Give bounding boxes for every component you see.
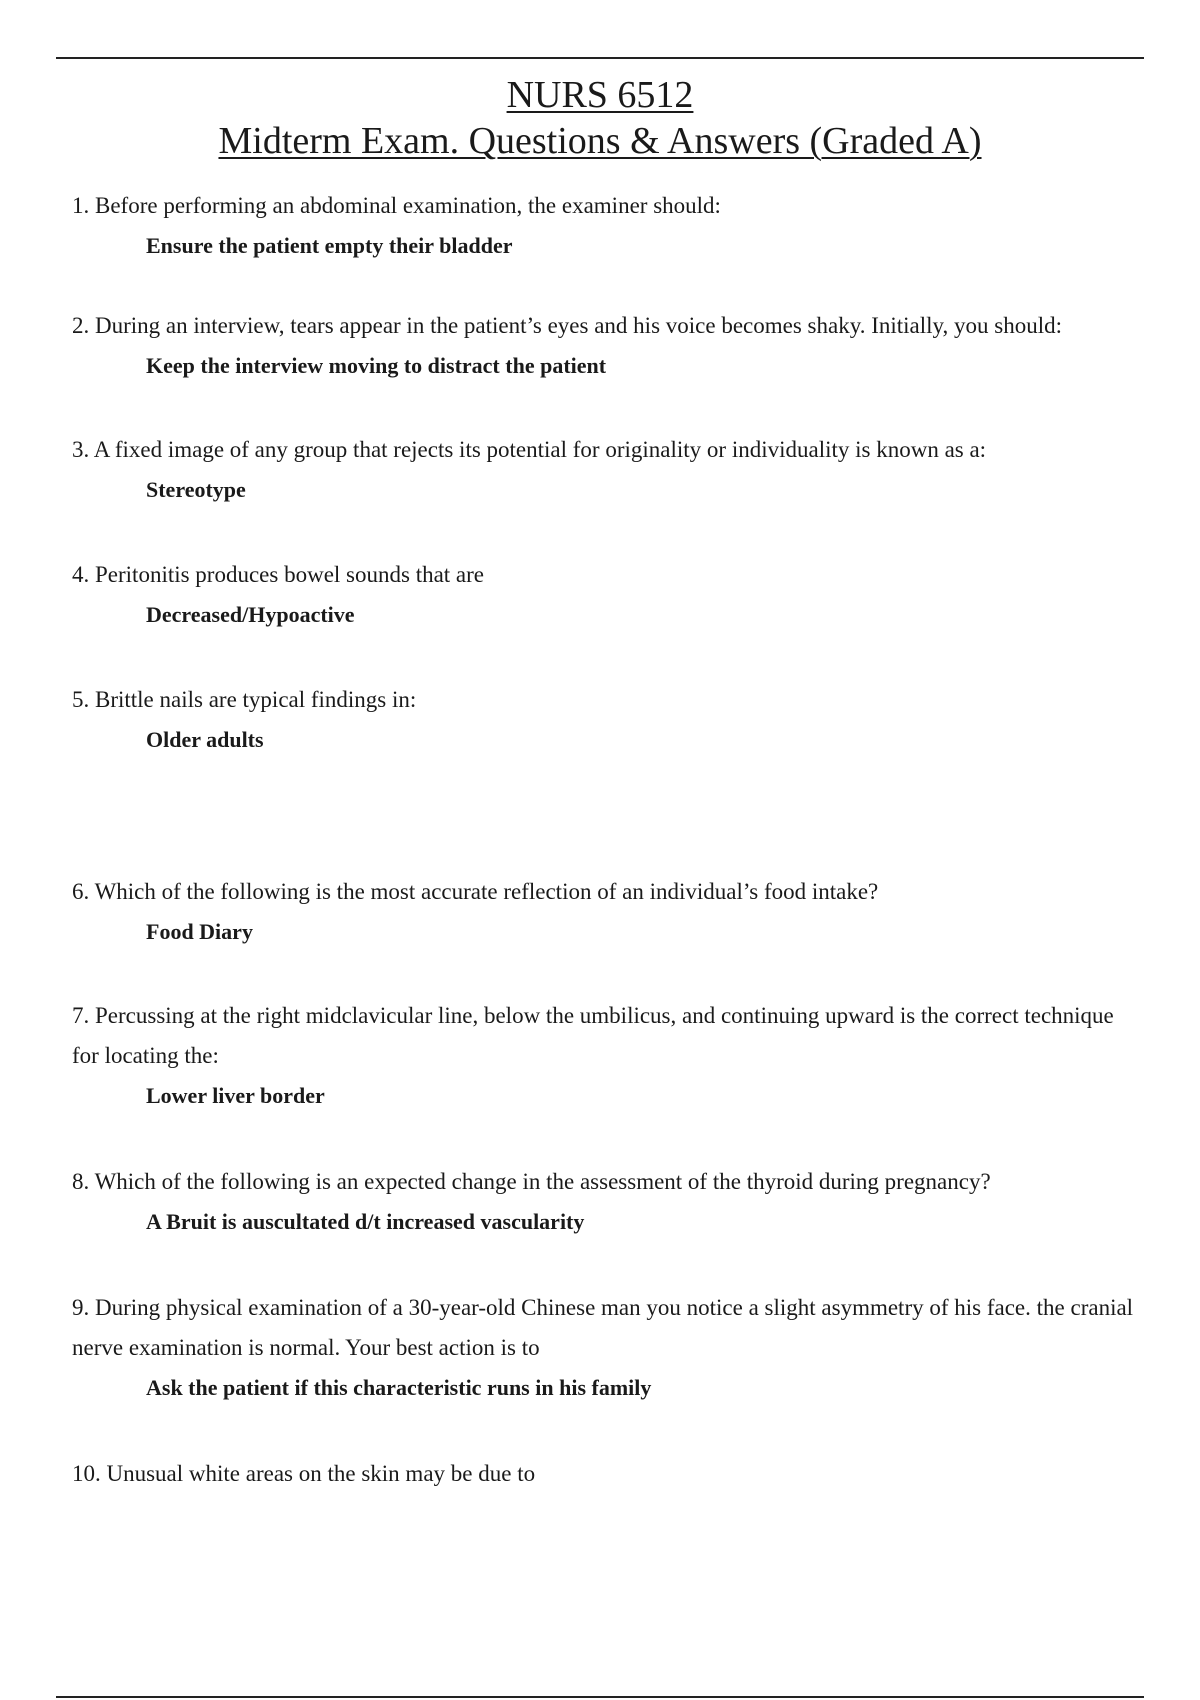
top-divider bbox=[56, 57, 1144, 59]
answer-text: Ask the patient if this characteristic runs in his family bbox=[146, 1375, 652, 1400]
answer-text: Older adults bbox=[146, 727, 264, 752]
qa-item-3 bbox=[72, 430, 1142, 510]
qa-item-7 bbox=[72, 996, 1142, 1116]
qa-item-8 bbox=[72, 1162, 1142, 1242]
answer-text: A Bruit is auscultated d/t increased vascularity bbox=[146, 1209, 585, 1234]
qa-item-5 bbox=[72, 680, 1142, 760]
question-text: 2. During an interview, tears appear in the patient’s eyes and his voice becomes shaky. Initially, you should: bbox=[72, 313, 1063, 338]
answer-text: Lower liver border bbox=[146, 1083, 325, 1108]
qa-item-10 bbox=[72, 1454, 1142, 1494]
question-text: 5. Brittle nails are typical findings in: bbox=[72, 687, 417, 712]
question-text: 10. Unusual white areas on the skin may be due to bbox=[72, 1461, 536, 1486]
course-code-title: NURS 6512 bbox=[506, 74, 694, 116]
document-title bbox=[0, 72, 1200, 164]
question-text: 3. A fixed image of any group that rejects its potential for originality or individuality is known as a: bbox=[72, 437, 987, 462]
question-text: 4. Peritonitis produces bowel sounds that are bbox=[72, 562, 485, 587]
question-text: 9. During physical examination of a 30-year-old Chinese man you notice a slight asymmetry of his face. the cranial nerve examination is normal. Your best action is to bbox=[72, 1295, 1134, 1360]
answer-text: Keep the interview moving to distract the patient bbox=[146, 353, 607, 378]
question-text: 1. Before performing an abdominal examination, the examiner should: bbox=[72, 193, 721, 218]
question-text: 7. Percussing at the right midclavicular line, below the umbilicus, and continuing upward is the correct technique for locating the: bbox=[72, 1003, 1114, 1068]
qa-item-1 bbox=[72, 186, 1142, 266]
answer-text: Food Diary bbox=[146, 919, 253, 944]
qa-item-6 bbox=[72, 872, 1142, 952]
qa-item-4 bbox=[72, 555, 1142, 635]
answer-text: Ensure the patient empty their bladder bbox=[146, 233, 513, 258]
answer-text: Decreased/Hypoactive bbox=[146, 602, 355, 627]
qa-item-2 bbox=[72, 306, 1142, 386]
answer-text: Stereotype bbox=[146, 477, 246, 502]
question-text: 8. Which of the following is an expected change in the assessment of the thyroid during pregnancy? bbox=[72, 1169, 991, 1194]
bottom-divider bbox=[56, 1696, 1144, 1698]
qa-item-9 bbox=[72, 1288, 1142, 1408]
question-text: 6. Which of the following is the most accurate reflection of an individual’s food intake? bbox=[72, 879, 879, 904]
exam-title: Midterm Exam. Questions & Answers (Graded A) bbox=[218, 120, 982, 162]
